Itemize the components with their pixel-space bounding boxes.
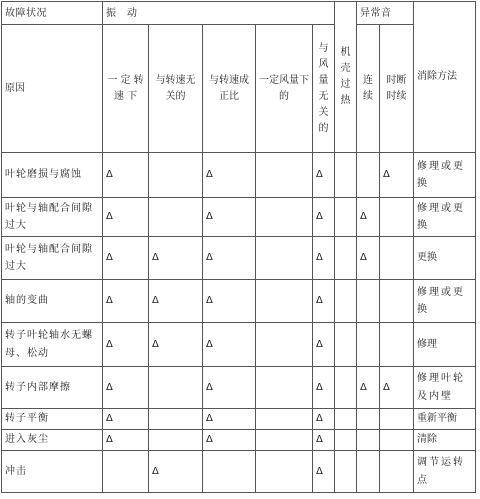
mark-cell [335,430,357,451]
cause-cell: 轴的变曲 [2,280,103,323]
mark-cell [357,451,380,493]
mark-cell: Δ [149,237,203,280]
vib-col-header: 与风量无关的 [313,25,335,153]
mark-cell: Δ [203,198,256,237]
mark-cell [357,280,380,323]
remedy-cell: 更换 [414,237,476,280]
remedy-cell: 修理或更换 [414,153,476,198]
mark-cell: Δ [203,237,256,280]
mark-cell [335,153,357,198]
vib-col-header: 一定风量下的 [256,25,313,153]
continuous-header: 连续 [357,25,380,153]
mark-cell [335,367,357,409]
mark-cell [256,451,313,493]
table-row [2,430,476,451]
mark-cell [380,198,414,237]
fault-diagnosis-table [1,1,476,493]
mark-cell [335,323,357,367]
cause-header: 原因 [2,25,103,153]
mark-cell [103,451,149,493]
mark-cell [149,409,203,430]
mark-cell: Δ [103,153,149,198]
mark-cell: Δ [380,153,414,198]
remedy-header: 消除方法 [414,2,476,153]
remedy-cell: 调节运转点 [414,451,476,493]
mark-cell: Δ [313,198,335,237]
cause-cell: 转子内部摩擦 [2,367,103,409]
mark-cell [380,430,414,451]
mark-cell [149,198,203,237]
mark-cell [256,430,313,451]
mark-cell: Δ [313,451,335,493]
table-row [2,237,476,280]
vibration-header: 振 动 [103,2,335,25]
mark-cell [256,409,313,430]
vib-col-header: 与转速成正比 [203,25,256,153]
intermittent-header: 时断时续 [380,25,414,153]
casing-overheat-header: 机壳过热 [335,2,357,153]
mark-cell [380,280,414,323]
mark-cell: Δ [357,237,380,280]
table-row [2,409,476,430]
mark-cell [256,367,313,409]
mark-cell: Δ [313,409,335,430]
mark-cell: Δ [313,430,335,451]
mark-cell: Δ [103,198,149,237]
mark-cell [357,409,380,430]
table-row [2,367,476,409]
mark-cell [203,451,256,493]
mark-cell: Δ [103,430,149,451]
mark-cell [380,451,414,493]
cause-cell: 转子平衡 [2,409,103,430]
mark-cell [335,451,357,493]
fault-condition-header: 故障状况 [2,2,103,25]
table-row [2,451,476,493]
remedy-cell: 修理 [414,323,476,367]
vib-col-header: 与转速无关的 [149,25,203,153]
mark-cell: Δ [149,451,203,493]
mark-cell: Δ [357,198,380,237]
mark-cell: Δ [203,323,256,367]
table-row [2,198,476,237]
remedy-cell: 修理或更换 [414,280,476,323]
mark-cell: Δ [357,367,380,409]
mark-cell [357,323,380,367]
mark-cell [335,237,357,280]
vib-col-header: 一 定 转 速 下 [103,25,149,153]
mark-cell [149,367,203,409]
table-row [2,153,476,198]
mark-cell [380,409,414,430]
mark-cell: Δ [203,153,256,198]
cause-cell: 叶轮与轴配合间隙过大 [2,237,103,280]
mark-cell [149,153,203,198]
mark-cell [149,430,203,451]
cause-cell: 转子叶轮轴水无螺母、松动 [2,323,103,367]
remedy-cell: 修理或更换 [414,198,476,237]
mark-cell [357,153,380,198]
mark-cell: Δ [380,367,414,409]
cause-cell: 冲击 [2,451,103,493]
mark-cell: Δ [103,280,149,323]
mark-cell: Δ [313,237,335,280]
mark-cell [256,153,313,198]
mark-cell: Δ [149,323,203,367]
mark-cell [256,237,313,280]
mark-cell [380,237,414,280]
mark-cell [256,198,313,237]
table-row [2,280,476,323]
abnormal-sound-header: 异常音 [357,2,414,25]
mark-cell [335,409,357,430]
mark-cell: Δ [203,430,256,451]
mark-cell [380,323,414,367]
mark-cell: Δ [203,280,256,323]
mark-cell: Δ [313,280,335,323]
mark-cell: Δ [203,367,256,409]
mark-cell: Δ [313,153,335,198]
table-row [2,323,476,367]
cause-cell: 进入灰尘 [2,430,103,451]
mark-cell: Δ [103,323,149,367]
mark-cell: Δ [103,409,149,430]
remedy-cell: 修理叶轮及内壁 [414,367,476,409]
mark-cell [256,280,313,323]
mark-cell [357,430,380,451]
mark-cell: Δ [103,367,149,409]
mark-cell: Δ [103,237,149,280]
mark-cell [335,198,357,237]
mark-cell: Δ [313,367,335,409]
cause-cell: 叶轮磨损与腐蚀 [2,153,103,198]
mark-cell: Δ [313,323,335,367]
mark-cell: Δ [149,280,203,323]
remedy-cell: 清除 [414,430,476,451]
remedy-cell: 重新平衡 [414,409,476,430]
cause-cell: 叶轮与轴配合间隙过大 [2,198,103,237]
mark-cell [256,323,313,367]
mark-cell [335,280,357,323]
mark-cell: Δ [203,409,256,430]
